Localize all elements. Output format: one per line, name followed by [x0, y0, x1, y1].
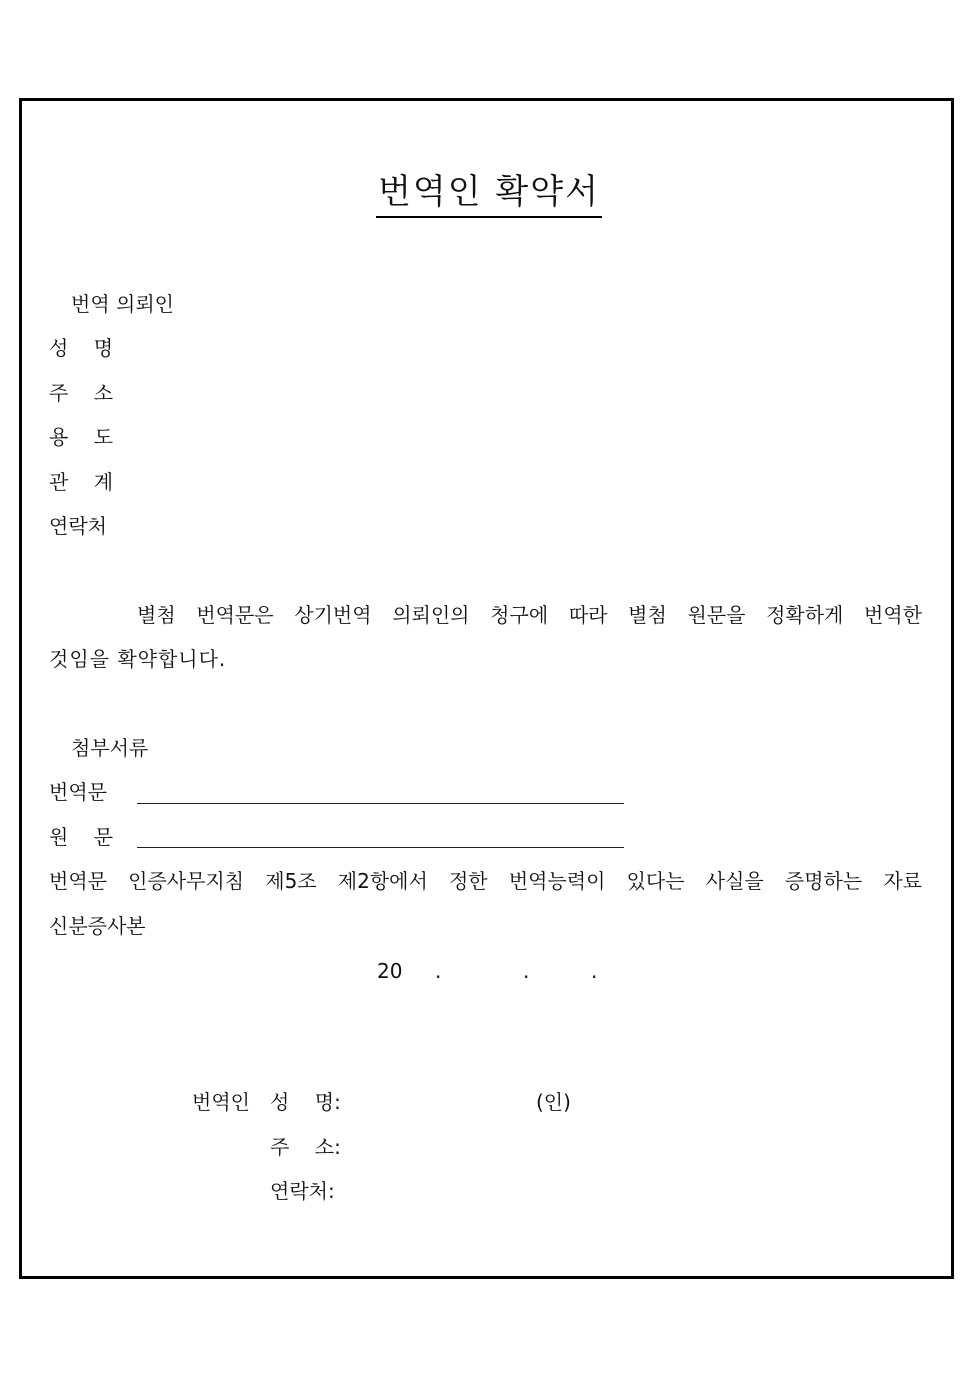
date-year-prefix: 20: [377, 959, 403, 983]
proof-document-line: 번역문 인증사무지침 제5조 제2항에서 정한 번역능력이 있다는 사실을 증명하는 자료: [49, 869, 922, 893]
document-title-wrap: [0, 170, 978, 218]
requester-purpose-label: 용 도: [49, 425, 114, 449]
translator-contact-label: 연락처:: [270, 1179, 335, 1203]
seal-mark: (인): [536, 1090, 571, 1114]
translator-name-label: 성 명:: [270, 1090, 341, 1114]
statement-line-2: 것임을 확약합니다.: [49, 647, 227, 671]
requester-contact-label: 연락처: [49, 514, 107, 538]
id-copy-line: 신분증사본: [49, 914, 146, 938]
translation-underline: [137, 803, 624, 804]
requester-address-label: 주 소: [49, 381, 114, 405]
document-border: [19, 98, 954, 1279]
date-dot-month: .: [523, 959, 530, 983]
translator-label: 번역인: [192, 1090, 250, 1114]
requester-name-label: 성 명: [49, 336, 114, 360]
translator-address-label: 주 소:: [270, 1135, 341, 1159]
requester-heading: 번역 의뢰인: [71, 292, 174, 316]
statement-line-1: 별첨 번역문은 상기번역 의뢰인의 청구에 따라 별첨 원문을 정확하게 번역한: [137, 603, 922, 627]
original-underline: [137, 847, 624, 848]
attachments-heading: 첨부서류: [71, 736, 149, 760]
date-dot-year: .: [435, 959, 442, 983]
requester-relation-label: 관 계: [49, 470, 114, 494]
document-title: 번역인 확약서: [376, 170, 602, 218]
original-label: 원 문: [49, 825, 114, 849]
translation-label: 번역문: [49, 780, 107, 804]
date-dot-day: .: [591, 959, 598, 983]
